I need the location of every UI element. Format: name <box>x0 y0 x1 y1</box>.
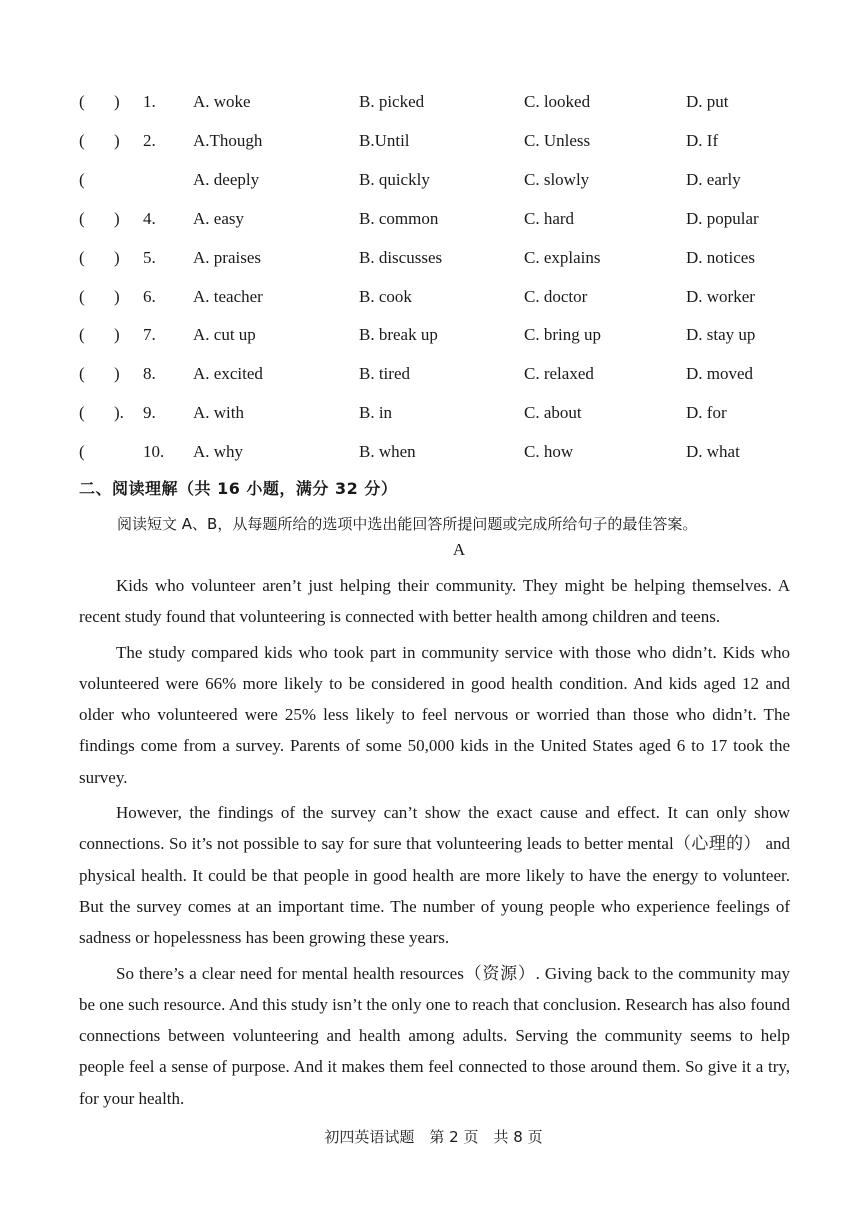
option-b: B. discusses <box>359 247 443 267</box>
option-a: A. woke <box>193 92 251 111</box>
question-number: 2. <box>143 130 156 150</box>
answer-paren-close: ) <box>114 364 120 384</box>
option-d: D. put <box>686 92 729 111</box>
option-b: B. picked <box>359 92 425 111</box>
option-b: B. break up <box>359 325 438 345</box>
answer-paren-open: ( <box>79 169 85 189</box>
question-number: 8. <box>143 364 156 384</box>
question-row <box>0 398 867 428</box>
answer-paren-open: ( <box>79 442 85 462</box>
option-a: A. excited <box>193 364 263 384</box>
question-row <box>0 165 867 195</box>
option-c: C. hard <box>524 208 575 228</box>
question-number: 4. <box>143 208 156 228</box>
question-row <box>0 359 867 389</box>
option-a: A. why <box>193 442 244 462</box>
option-a: A. praises <box>193 247 261 267</box>
question-number: 10. <box>143 442 165 462</box>
option-a: A.Though <box>193 130 263 150</box>
option-c: C. Unless <box>524 130 591 150</box>
question-row <box>0 282 867 312</box>
question-row <box>0 87 867 117</box>
question-number: 7. <box>143 325 156 345</box>
option-c: C. looked <box>524 92 591 111</box>
option-b: B. when <box>359 442 416 462</box>
answer-paren-open: ( <box>79 286 85 306</box>
answer-paren-close: ) <box>114 92 120 111</box>
option-a: A. teacher <box>193 286 263 306</box>
answer-paren-open: ( <box>79 247 85 267</box>
option-b: B. common <box>359 208 439 228</box>
option-d: D. If <box>686 130 719 150</box>
option-d: D. moved <box>686 364 754 384</box>
passage-paragraph: So there’s a clear need for mental health resources（资源）. Giving back to the community may be one such resource. And this study isn’t the only one to reach that conclusion. Research has also found connections between volunteering and health among adults. Serving the community seems to help people feel a sense of purpose. And it makes them feel connected to those around them. So give it a try, for your health. <box>79 963 790 1108</box>
option-c: C. how <box>524 442 574 462</box>
option-c: C. relaxed <box>524 364 594 384</box>
option-d: D. popular <box>686 208 759 228</box>
answer-paren-close: ) <box>114 325 120 345</box>
option-d: D. for <box>686 403 727 423</box>
option-b: B. in <box>359 403 393 423</box>
option-a: A. with <box>193 403 244 423</box>
option-b: B. tired <box>359 364 410 384</box>
option-b: B. cook <box>359 286 412 306</box>
page-footer: 初四英语试题 第 2 页 共 8 页 <box>324 1128 543 1146</box>
passage-paragraph: Kids who volunteer aren’t just helping their community. They might be helping themselves. A recent study found that volunteering is connected with better health among children and teens. <box>79 576 790 627</box>
passage-paragraph: However, the findings of the survey can’t show the exact cause and effect. It can only show connections. So it’s not possible to say for sure that volunteering leads to better mental（心理的） and physical health. It could be that people in good health are more likely to have the energy to volunteer. But the survey comes at an important time. The number of young people who experience feelings of sadness or hopelessness has been growing these years. <box>79 803 790 948</box>
option-c: C. explains <box>524 247 601 267</box>
reading-passage <box>79 570 790 1118</box>
question-number: 1. <box>143 92 156 111</box>
option-c: C. bring up <box>524 325 601 345</box>
answer-paren-open: ( <box>79 325 85 345</box>
answer-paren-close: ) <box>114 247 120 267</box>
answer-paren-close: ) <box>114 286 120 306</box>
answer-paren-close: ) <box>114 208 120 228</box>
passage-label: A <box>452 540 466 559</box>
section-instructions: 阅读短文 A、B，从每题所给的选项中选出能回答所提问题或完成所给句子的最佳答案。 <box>117 515 698 533</box>
answer-paren-open: ( <box>79 403 85 423</box>
question-row <box>0 437 867 467</box>
option-a: A. easy <box>193 208 244 228</box>
answer-paren-open: ( <box>79 364 85 384</box>
option-d: D. what <box>686 442 740 462</box>
option-d: D. notices <box>686 247 755 267</box>
question-number: 9. <box>143 403 156 423</box>
option-c: C. about <box>524 403 582 423</box>
answer-paren-close: ) <box>114 130 120 150</box>
question-row <box>0 126 867 156</box>
section-title: 二、阅读理解（共 16 小题，满分 32 分） <box>79 479 398 498</box>
question-number: 5. <box>143 247 156 267</box>
question-row <box>0 320 867 350</box>
option-c: C. slowly <box>524 169 590 189</box>
option-b: B. quickly <box>359 169 430 189</box>
answer-paren-open: ( <box>79 92 85 111</box>
question-row <box>0 204 867 234</box>
option-d: D. early <box>686 169 741 189</box>
answer-paren-open: ( <box>79 208 85 228</box>
option-d: D. stay up <box>686 325 756 345</box>
option-a: A. cut up <box>193 325 256 345</box>
option-b: B.Until <box>359 130 410 150</box>
question-number: 6. <box>143 286 156 306</box>
option-c: C. doctor <box>524 286 588 306</box>
answer-paren-open: ( <box>79 130 85 150</box>
option-a: A. deeply <box>193 169 260 189</box>
question-row <box>0 243 867 273</box>
answer-paren-close: ). <box>114 403 124 423</box>
passage-paragraph: The study compared kids who took part in community service with those who didn’t. Kids who volunteered were 66% more likely to be considered in good health condition. And kids aged 12 and older who volunteered were 25% less likely to feel nervous or worried than those who didn’t. The findings come from a survey. Parents of some 50,000 kids in the United States aged 6 to 17 took the survey. <box>79 642 790 787</box>
option-d: D. worker <box>686 286 755 306</box>
